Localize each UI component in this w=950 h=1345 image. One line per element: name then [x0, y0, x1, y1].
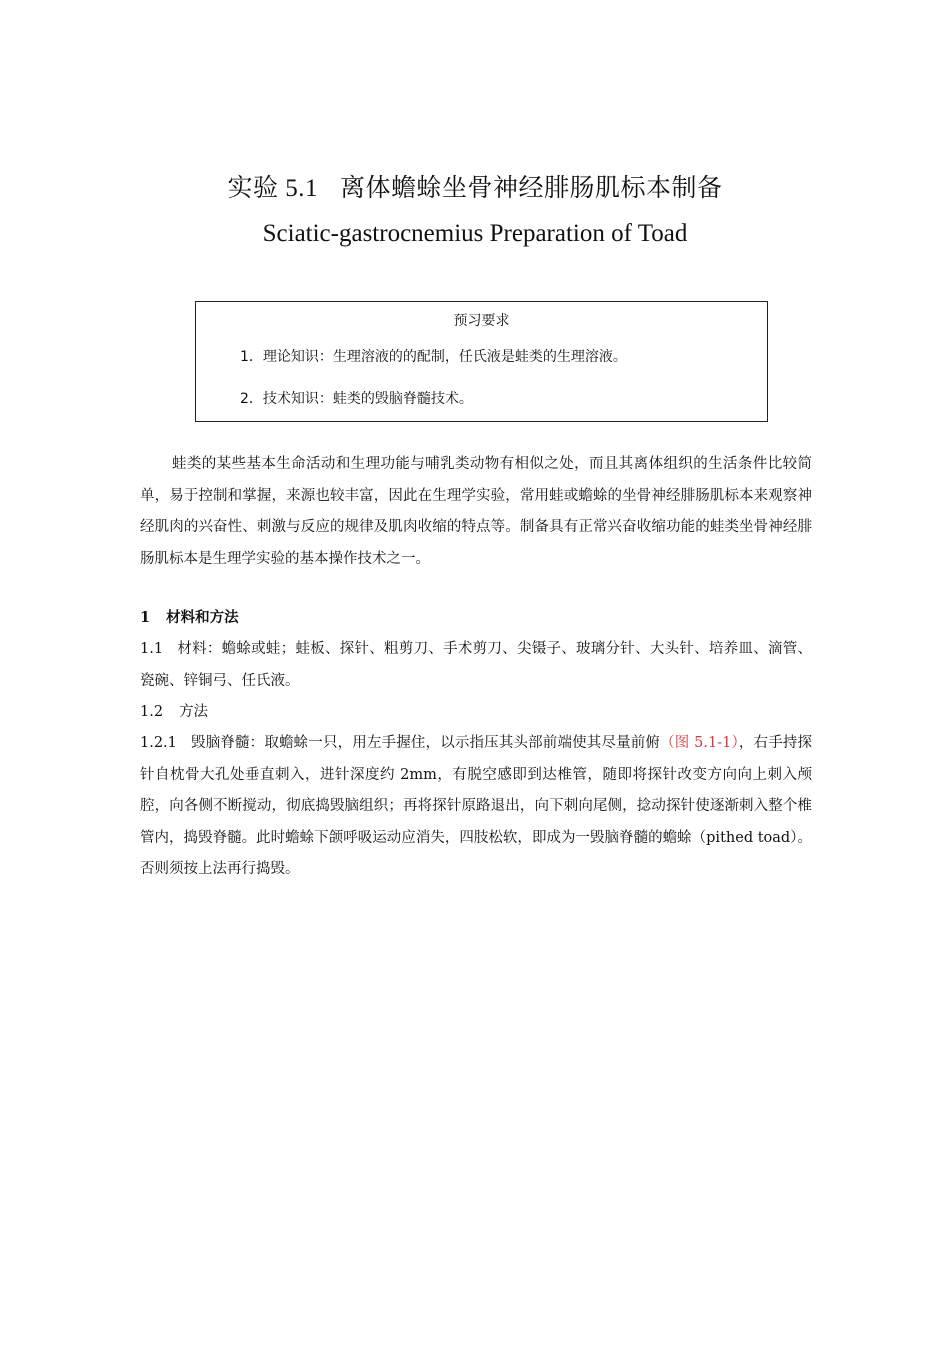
- method-title: 方法: [179, 704, 209, 720]
- section-title: 材料和方法: [166, 609, 239, 626]
- section-number: 1: [140, 609, 151, 626]
- section-heading: [140, 602, 812, 634]
- chapter-title-en: Sciatic-gastrocnemius Preparation of Toad: [262, 220, 688, 247]
- requirement-item-technique: 2．技术知识：蛙类的毁脑脊髓技术。: [240, 391, 473, 407]
- figure-reference-link[interactable]: （图 5.1-1）: [660, 735, 739, 751]
- experiment-number: 实验 5.1: [227, 175, 318, 202]
- chapter-title-zh: [0, 168, 950, 204]
- pithing-text-before: 毁脑脊髓：取蟾蜍一只，用左手握住，以示指压其头部前端使其尽量前俯: [190, 735, 661, 751]
- pithing-text-after: ，右手持探针自枕骨大孔处垂直刺入，进针深度约 2mm，有脱空感即到达椎管，随即将探针改变方向向上刺入颅腔，向各侧不断搅动，彻底捣毁脑组织；再将探针原路退出，向下刺向尾侧，捻动探针使逐渐刺入整个椎管内，捣毁脊髓。此时蟾蜍下颌呼吸运动应消失，四肢松软，即成为一毁脑脊髓的蟾蜍（pithed toad）。否则须按上法再行捣毁。: [140, 735, 813, 877]
- materials-text: 材料：蟾蜍或蛙；蛙板、探针、粗剪刀、手术剪刀、尖镊子、玻璃分针、大头针、培养皿、滴管、瓷碗、锌铜弓、任氏液。: [140, 641, 812, 689]
- pithing-paragraph: [140, 728, 812, 886]
- preview-requirements-box: [195, 301, 768, 422]
- method-number: 1.2: [140, 704, 164, 720]
- materials-paragraph: [140, 634, 812, 697]
- experiment-title-zh: 离体蟾蜍坐骨神经腓肠肌标本制备: [340, 173, 723, 202]
- method-subheading: [140, 697, 812, 729]
- preview-requirements-heading: 预习要求: [453, 313, 510, 329]
- materials-number: 1.1: [140, 641, 164, 657]
- requirement-item-theory: 1．理论知识：生理溶液的的配制，任氏液是蛙类的生理溶液。: [240, 349, 627, 365]
- pithing-number: 1.2.1: [140, 735, 177, 751]
- intro-paragraph: 蛙类的某些基本生命活动和生理功能与哺乳类动物有相似之处，而且其离体组织的生活条件比较简单，易于控制和掌握，来源也较丰富，因此在生理学实验，常用蛙或蟾蜍的坐骨神经腓肠肌标本来观察神经肌肉的兴奋性、刺激与反应的规律及肌肉收缩的特点等。制备具有正常兴奋收缩功能的蛙类坐骨神经腓肠肌标本是生理学实验的基本操作技术之一。: [140, 456, 812, 567]
